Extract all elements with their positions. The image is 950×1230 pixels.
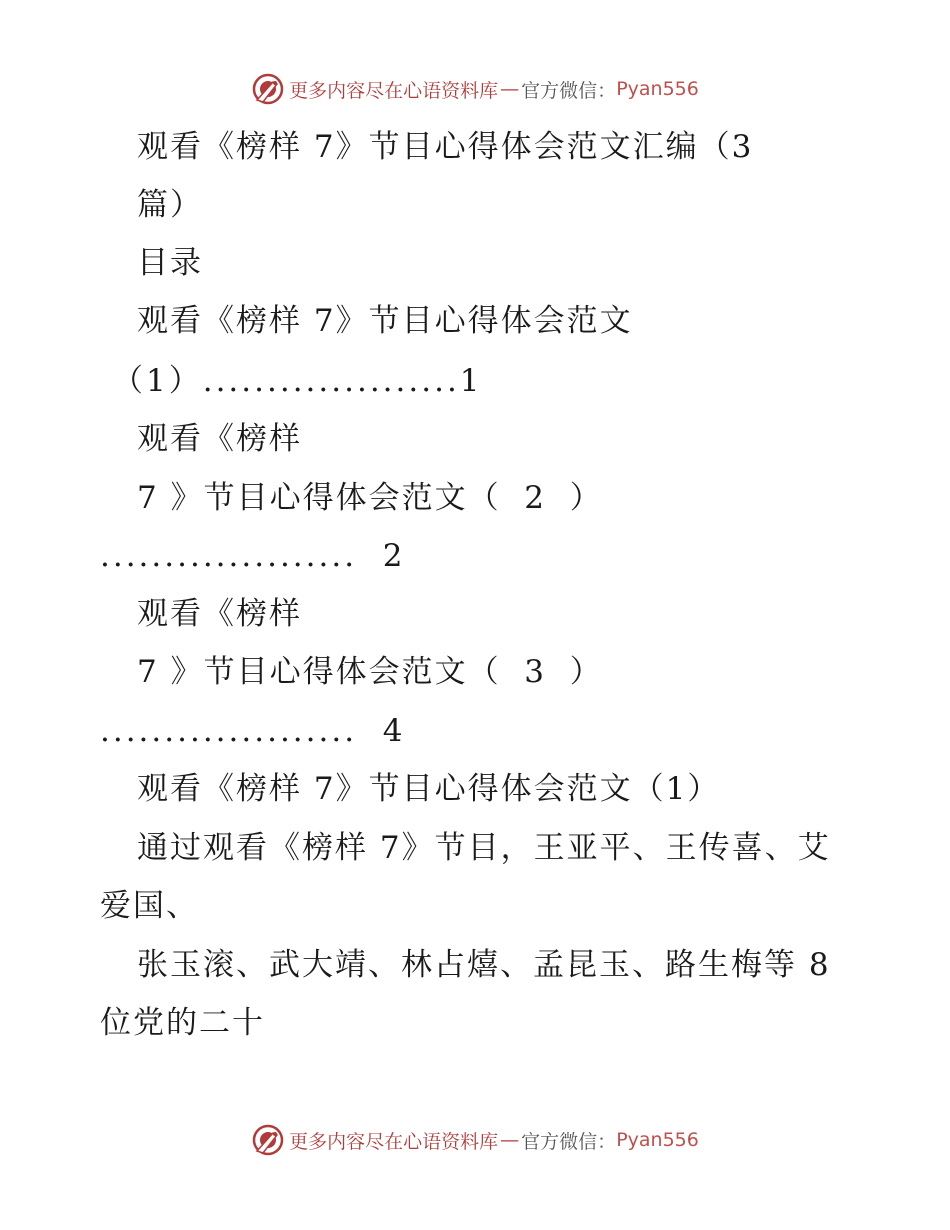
toc-entry2-page[interactable]: .................... 2	[100, 538, 406, 574]
toc-entry1-title[interactable]: 观看《榜样 7》节目心得体会范文	[137, 303, 633, 339]
banner-separator: —	[500, 1129, 520, 1151]
article-heading: 观看《榜样 7》节目心得体会范文（1）	[137, 771, 721, 807]
toc-entry3-title-line2[interactable]: 7 》节目心得体会范文（ 3 ）	[137, 654, 603, 690]
header-banner	[0, 69, 950, 109]
footer-banner	[0, 1120, 950, 1160]
banner-separator: —	[500, 78, 520, 100]
banner-contact-label: 官方微信：	[521, 79, 617, 102]
article-paragraph1-line1: 通过观看《榜样 7》节目，王亚平、王传喜、艾	[137, 830, 831, 866]
toc-entry3-title-line1[interactable]: 观看《榜样	[137, 596, 302, 632]
banner-brand-text: 更多内容尽在心语资料库	[289, 79, 499, 102]
toc-entry2-title-line2[interactable]: 7 》节目心得体会范文（ 2 ）	[137, 480, 603, 516]
banner-contact-label: 官方微信：	[521, 1130, 617, 1153]
article-paragraph2-line2: 位党的二十	[100, 1005, 265, 1041]
document-title-line2: 篇）	[137, 187, 203, 223]
document-title-line1: 观看《榜样 7》节目心得体会范文汇编（3	[137, 129, 754, 165]
pen-logo-icon	[251, 72, 285, 106]
article-paragraph2-line1: 张玉滚、武大靖、林占熺、孟昆玉、路生梅等 8	[137, 947, 831, 983]
pen-logo-icon	[251, 1123, 285, 1157]
banner-brand-text: 更多内容尽在心语资料库	[289, 1130, 499, 1153]
article-paragraph1-line2: 爱国、	[100, 888, 199, 924]
banner-wechat-id: Pyan556	[616, 78, 699, 100]
toc-entry2-title-line1[interactable]: 观看《榜样	[137, 421, 302, 457]
toc-entry3-page[interactable]: .................... 4	[100, 713, 406, 749]
toc-heading: 目录	[137, 245, 203, 281]
toc-entry1-page[interactable]: （1）....................1	[112, 363, 483, 399]
banner-wechat-id: Pyan556	[616, 1129, 699, 1151]
